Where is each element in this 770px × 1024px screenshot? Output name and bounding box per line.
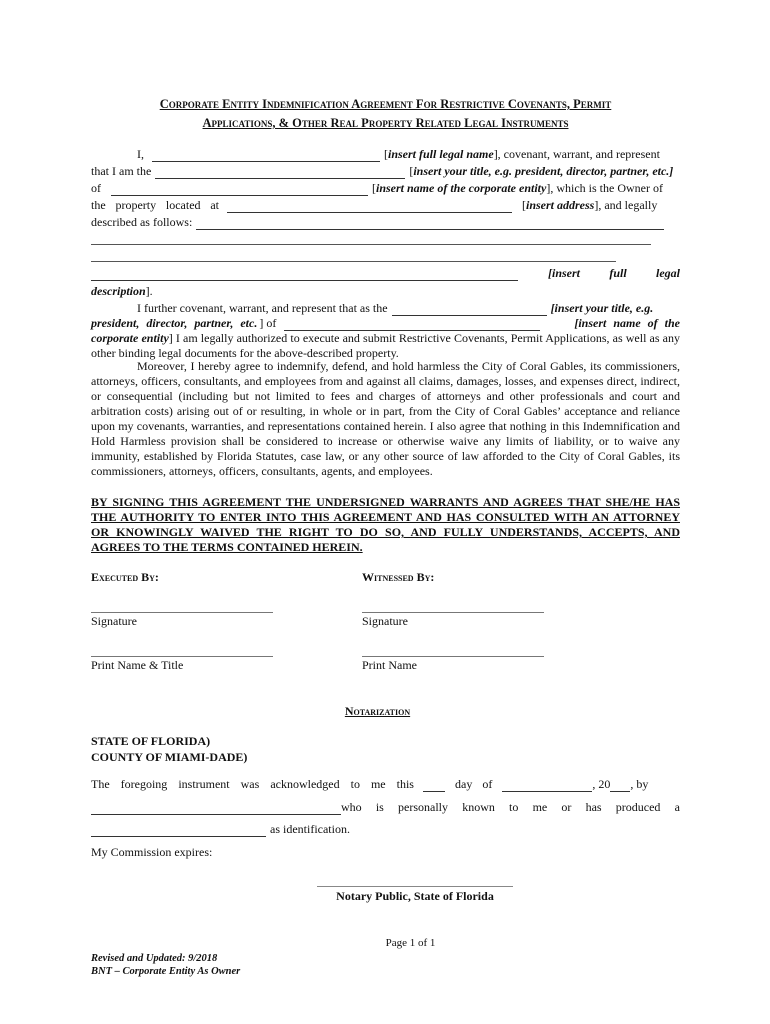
intro-line-title: that I am the [ insert your title, e.g. president, director, partner, etc.] <box>91 164 674 178</box>
legal-description-field-3[interactable] <box>91 261 616 262</box>
indemnification-paragraph: Moreover, I hereby agree to indemnify, defend, and hold harmless the City of Coral Gables, its commissioners, attorneys, officers, consultants, and employees from and against all claims, damages, losses, and expenses direct, indirect, or consequential (including but not limited to fees and charges of attorneys and other professionals and court and arbitration costs) arising out of or resulting, in whole or in part, from the City of Coral Gables’ acceptance and reliance upon my covenants, warranties, and representations contained herein. I also agree that nothing in this Indemnification and Hold Harmless provision shall be considered to increase or otherwise waive any limits of liability, or to waive any immunity, established by Florida Statutes, case law, or any other source of law afforded to the City of Coral Gables, its commissioners, attorneys, officers, consultants, agents, and employees. <box>91 359 680 478</box>
notary-public-label: Notary Public, State of Florida <box>336 889 494 903</box>
notary-signature-line[interactable] <box>317 886 513 887</box>
para2-line-1: I further covenant, warrant, and represent that as the [insert your title, e.g. <box>137 301 654 315</box>
legal-description-field-2[interactable] <box>91 244 651 245</box>
notary-line-3: as identification. <box>91 822 680 837</box>
intro-line-address: the property located at [ insert address ], and legally <box>91 198 658 212</box>
intro-line-entity: of [ insert name of the corporate entity ], which is the Owner of <box>91 181 663 195</box>
intro-line-desc-end: description]. <box>91 284 153 298</box>
i-label: I, <box>137 147 144 161</box>
legal-description-field-4[interactable] <box>91 269 518 281</box>
form-code: BNT – Corporate Entity As Owner <box>91 966 241 977</box>
para2-line-2: president, director, partner, etc. ] of [insert name of the <box>91 316 680 330</box>
para2-line-3: corporate entity] I am legally authorized to execute and submit Restrictive Covenants, Permit Applications, as well as any other binding legal documents for the above-described property. <box>91 331 680 360</box>
venue-block <box>91 733 680 765</box>
identification-field[interactable] <box>91 825 266 837</box>
address-hint: insert address <box>526 198 595 212</box>
executed-signature-line[interactable] <box>91 611 273 613</box>
authorized-entity-field[interactable] <box>284 319 540 331</box>
intro-line-desc-hint <box>91 266 680 281</box>
day-field[interactable] <box>423 780 445 792</box>
entity-name-field[interactable] <box>111 184 368 196</box>
entity-hint: insert name of the corporate entity <box>376 181 547 195</box>
full-name-hint: insert full legal name <box>388 147 494 161</box>
title-line-1: Corporate Entity Indemnification Agreement For Restrictive Covenants, Permit <box>159 97 612 111</box>
executed-by-label: Executed By: <box>91 570 159 584</box>
print-name-title-label: Print Name & Title <box>91 658 184 672</box>
title-line-2: Applications, & Other Real Property Related Legal Instruments <box>202 116 569 130</box>
witness-print-name-line[interactable] <box>362 655 544 657</box>
witness-signature-label: Signature <box>362 614 408 628</box>
full-name-field[interactable] <box>152 150 380 162</box>
authority-warning: BY SIGNING THIS AGREEMENT THE UNDERSIGNED WARRANTS AND AGREES THAT SHE/HE HAS THE AUTHORITY TO ENTER INTO THIS AGREEMENT AND HAS CONSULTED WITH AN ATTORNEY OR KNOWINGLY WAIVED THE RIGHT TO DO SO, AND FULLY UNDERSTANDS, ACCEPTS, AND AGREES TO THE TERMS CONTAINED HEREIN. <box>91 495 680 554</box>
revision-date: Revised and Updated: 9/2018 <box>91 953 218 964</box>
legal-description-hint: [insert full legal <box>548 266 680 280</box>
title-hint: insert your title, e.g. president, director, partner, etc.] <box>413 164 674 178</box>
commission-expires-label: My Commission expires: <box>91 845 213 859</box>
witness-signature-line[interactable] <box>362 611 544 613</box>
state-label: STATE OF FLORIDA) <box>91 734 211 748</box>
executed-print-name-line[interactable] <box>91 655 273 657</box>
witnessed-by-label: Witnessed By: <box>362 570 435 584</box>
notary-line-1: The foregoing instrument was acknowledged to me this day of , 20 , by <box>91 777 649 791</box>
authorized-title-field[interactable] <box>392 304 547 316</box>
notarization-heading: Notarization <box>344 704 411 718</box>
year-field[interactable] <box>610 780 630 792</box>
signer-name-field[interactable] <box>91 803 341 815</box>
notary-line-2: who is personally known to me or has produced a <box>91 800 680 815</box>
address-field[interactable] <box>227 201 512 213</box>
intro-line-name: I, [ insert full legal name ], covenant, warrant, and represent <box>137 147 660 161</box>
page-number: Page 1 of 1 <box>385 937 436 949</box>
document-title <box>91 95 680 133</box>
executed-signature-label: Signature <box>91 614 137 628</box>
intro-line-described: described as follows: <box>91 215 680 230</box>
revision-footer <box>91 952 680 978</box>
month-field[interactable] <box>502 780 592 792</box>
legal-description-field-1[interactable] <box>196 218 664 230</box>
county-label: COUNTY OF MIAMI-DADE) <box>91 750 248 764</box>
document-page <box>91 0 680 1024</box>
title-field[interactable] <box>155 167 405 179</box>
print-name-label: Print Name <box>362 658 417 672</box>
